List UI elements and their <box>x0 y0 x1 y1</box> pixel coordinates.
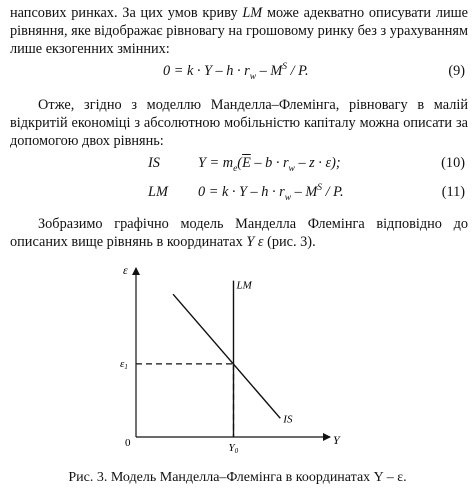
equation-9-body: $0 = k \cdot Y - h \cdot r_w - M^S / P$. <box>163 62 309 82</box>
equation-11-body: $0 = k \cdot Y - h \cdot r_w - M^S / P$. <box>198 183 344 203</box>
equation-10-body: $Y = m_e(\overline{E} - b \cdot r_w - z \cdot \varepsilon)$; <box>198 155 341 174</box>
epsilon-term: ε <box>257 234 264 250</box>
paragraph-mundell-fleming: Отже, згідно з моделлю Манделла–Флемінга, рівновагу в малій відкритій економіці з абсолютною мобільністю капіталу можна описати за допомогою двох рівнянь: <box>10 97 468 149</box>
y0-label: Y0 <box>228 442 239 455</box>
figure-caption: Рис. 3. Модель Манделла–Флемінга в координатах Y – ε. <box>68 470 407 485</box>
lm-term: LM <box>242 5 263 21</box>
text-segment: може адекватно описувати лише рівняння, яке відображає рівновагу на грошовому ринку без з урахуванням лише екзогенних змінних: <box>10 5 468 57</box>
is-label: IS <box>283 413 293 426</box>
epsilon-1-label: ε1 <box>120 357 128 371</box>
x-axis-label: Y <box>333 433 340 447</box>
equation-11-number: (11) <box>441 184 465 200</box>
text-segment: Зобразимо графічно модель Манделла Флемінга відповідно до описаних вище рівнянь в координатах <box>10 216 468 250</box>
lm-label: LM <box>236 279 252 292</box>
y-term: Y <box>246 234 255 250</box>
y-axis-label: ε <box>123 263 128 277</box>
equation-9-number: (9) <box>448 63 465 79</box>
equation-11-label: LM <box>148 184 168 200</box>
is-curve <box>173 294 280 418</box>
paragraph-graph-intro <box>10 215 468 251</box>
origin-label: 0 <box>125 437 131 449</box>
equation-10-label: IS <box>148 155 160 171</box>
equation-10-number: (10) <box>441 155 465 171</box>
equation-11 <box>10 182 465 202</box>
mundell-fleming-chart <box>0 260 475 465</box>
text-segment: (рис. 3). <box>263 234 316 250</box>
equation-9 <box>10 61 465 81</box>
paragraph-lm-intro <box>10 4 468 58</box>
text-segment: напсових ринках. За цих умов криву <box>10 5 243 21</box>
equation-10 <box>10 153 465 173</box>
